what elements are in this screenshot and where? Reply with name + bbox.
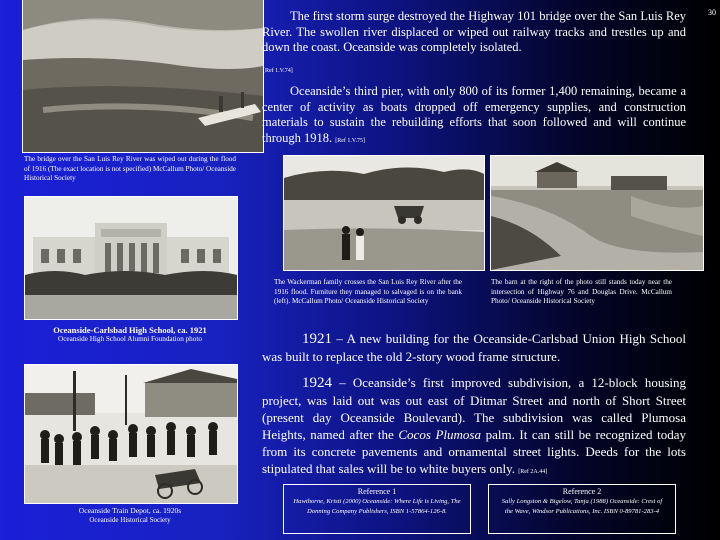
school-caption	[24, 325, 236, 344]
text-1921: – A new building for the Oceanside-Carlsbad Union High School was built to replace the old 2-story wood frame structure.	[262, 331, 686, 364]
depot-caption-credit: Oceanside Historical Society	[89, 516, 171, 524]
train-depot-photo	[24, 364, 238, 504]
bridge-caption: The bridge over the San Luis Rey River was wiped out during the flood of 1916 (The exact location is not specified) McCallum Photo/ Oceanside Historical Society	[24, 155, 236, 183]
pier-text: Oceanside’s third pier, with only 800 of its former 1,400 remaining, became a center of activity as boats dropped off emergency supplies, and construction materials to sustain the rebuilding efforts that soon followed and will continue through 1918.	[262, 84, 686, 145]
year-1924: 1924	[302, 375, 332, 391]
reference-box-2	[488, 484, 676, 534]
wackerman-caption: The Wackerman family crosses the San Luis Rey River after the 1916 flood. Furniture they managed to salvaged is on the bank (left). McCallum Photo/ Oceanside Historical Society	[274, 278, 462, 306]
reference-2-body: Sally Longston & Bigelow, Tanja (1988) Oceanside: Crest of the Wave, Windsor Publications, Inc. ISBN 0-89781-283-4	[501, 498, 663, 515]
school-caption-title: Oceanside-Carlsbad High School, ca. 1921	[53, 325, 207, 335]
pier-paragraph	[262, 84, 686, 149]
wackerman-photo	[283, 155, 485, 271]
storm-text: The first storm surge destroyed the Highway 101 bridge over the San Luis Rey River. The swollen river displaced or wiped out railway tracks and trestles up and down the coast. Oceanside was completely isolated.	[262, 9, 686, 54]
text-1924-italic: Cocos Plumosa	[398, 427, 481, 442]
school-photo	[24, 196, 238, 320]
pier-reference: [Ref 1.V.75]	[335, 137, 365, 144]
reference-box-1	[283, 484, 471, 534]
paragraph-1924	[262, 374, 686, 481]
depot-caption	[24, 506, 236, 525]
text-1924-b: palm. It can still be recognized today from its concrete pavements and ornamental street lights. Deeds for the lots stipulated that sales will be to white buyers only.	[262, 427, 687, 476]
school-caption-credit: Oceanside High School Alumni Foundation photo	[58, 335, 202, 343]
storm-reference: [Ref 1.V.74]	[263, 68, 293, 74]
reference-1-body: Hawthorne, Kristi (2000) Oceanside: Where Life is Living, The Donning Company Publishers, ISBN 1-57864-126-8.	[293, 498, 461, 515]
year-1921: 1921	[302, 331, 332, 347]
storm-paragraph	[262, 9, 686, 56]
page-number: 30	[708, 8, 716, 17]
reference-2-title: Reference 2	[562, 487, 602, 496]
bridge-photo	[22, 0, 264, 153]
barn-photo	[490, 155, 704, 271]
depot-caption-title: Oceanside Train Depot, ca. 1920s	[78, 506, 182, 515]
reference-1-title: Reference 1	[357, 487, 397, 496]
paragraph-1921	[262, 330, 686, 365]
barn-caption: The barn at the right of the photo still stands today near the intersection of Highway 76 and Douglas Drive. McCallum Photo/ Oceanside Historical Society	[491, 278, 672, 306]
reference-1924: [Ref 2A.44]	[518, 469, 548, 475]
text-1924-a: – Oceanside’s first improved subdivision, a 12-block housing project, was laid out was out east of Ditmar Street and north of Short Street (present day Oceanside Boulevard). The subdivision was called Plumosa Heights, named after the	[262, 375, 686, 442]
